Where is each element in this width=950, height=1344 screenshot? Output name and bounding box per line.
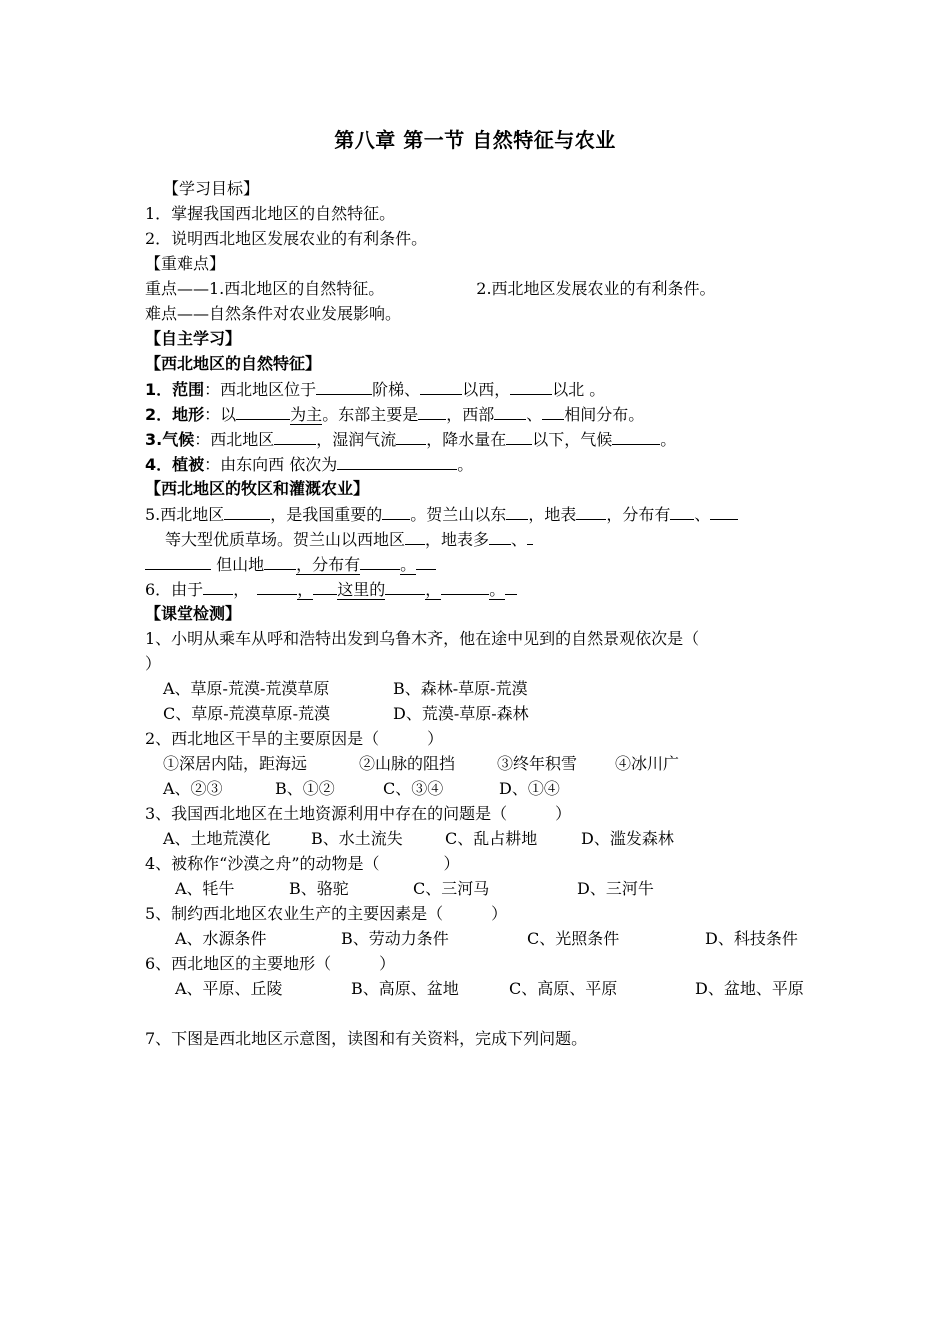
label-climate: 3.气候 [145, 430, 195, 449]
question-1-options-row2 [145, 701, 825, 726]
q5-option-b[interactable]: B、劳动力条件 [341, 929, 449, 948]
page-title: 第八章 第一节 自然特征与农业 [334, 128, 616, 152]
blank-5-8[interactable] [489, 526, 511, 545]
q5-option-c[interactable]: C、光照条件 [527, 929, 620, 948]
self-study-header: 【自主学习】 [145, 329, 242, 348]
blank-5-12[interactable] [360, 551, 400, 570]
blank-6-6[interactable] [505, 576, 517, 595]
blank-5-2[interactable] [382, 501, 410, 520]
terrain-underlined: 为主 [290, 405, 323, 424]
q4-option-b[interactable]: B、骆驼 [289, 879, 349, 898]
question-5: 5、制约西北地区农业生产的主要因素是（ ） [145, 904, 508, 923]
section-pasture-irrigation: 【西北地区的牧区和灌溉农业】 [145, 479, 370, 498]
q4-option-d[interactable]: D、三河牛 [577, 879, 654, 898]
q5-option-d[interactable]: D、科技条件 [705, 929, 798, 948]
question-6: 6、西北地区的主要地形（ ） [145, 954, 396, 973]
blank-5-4[interactable] [576, 501, 606, 520]
label-range: 范围 [172, 380, 205, 399]
fill-line-5a: 5.西北地区 ，是我国重要的 。贺兰山以东 ，地表 ，分布有 、 [145, 501, 825, 526]
q1-option-a[interactable]: A、草原-荒漠-荒漠草原 [163, 679, 330, 698]
question-2-options [145, 776, 825, 801]
blank-range-3[interactable] [510, 376, 552, 395]
objective-item-1: 1．掌握我国西北地区的自然特征。 [145, 204, 396, 223]
fill-line-6: 6．由于 ， ， 这里的 ， 。 [145, 576, 825, 601]
key-points-header: 【重难点】 [145, 254, 226, 273]
quiz-header: 【课堂检测】 [145, 604, 242, 623]
question-1-options-row1 [145, 676, 825, 701]
q6-option-b[interactable]: B、高原、盆地 [351, 979, 459, 998]
blank-climate-3[interactable] [506, 426, 532, 445]
blank-6-4[interactable] [385, 576, 425, 595]
q1-option-c[interactable]: C、草原-荒漠草原-荒漠 [163, 704, 331, 723]
blank-5-13[interactable] [416, 551, 436, 570]
blank-6-5[interactable] [441, 576, 489, 595]
key-point-difficulty: 难点——自然条件对农业发展影响。 [145, 304, 402, 323]
q3-option-d[interactable]: D、滥发森林 [581, 829, 674, 848]
q2-option-b[interactable]: B、①② [275, 779, 335, 798]
q3-option-c[interactable]: C、乱占耕地 [445, 829, 538, 848]
blank-6-3[interactable] [313, 576, 337, 595]
section-natural-features: 【西北地区的自然特征】 [145, 354, 322, 373]
focus-2: 2.西北地区发展农业的有利条件。 [476, 279, 716, 298]
q5-option-a[interactable]: A、水源条件 [175, 929, 267, 948]
blank-5-11[interactable] [264, 551, 296, 570]
focus-1: 重点——1.西北地区的自然特征。 [145, 279, 385, 298]
blank-5-9[interactable] [527, 526, 533, 545]
question-4-options [145, 876, 825, 901]
q3-option-a[interactable]: A、土地荒漠化 [163, 829, 271, 848]
q6-option-c[interactable]: C、高原、平原 [509, 979, 618, 998]
question-5-options [145, 926, 825, 951]
fill-line-5b: 等大型优质草场。贺兰山以西地区 ，地表多 、 [145, 526, 825, 551]
q1-option-d[interactable]: D、荒漠-草原-森林 [393, 704, 529, 723]
q2-option-c[interactable]: C、③④ [383, 779, 444, 798]
blank-5-10[interactable] [145, 551, 211, 570]
q4-option-a[interactable]: A、牦牛 [175, 879, 235, 898]
fill-line-terrain: 2．地形：以 为主。东部主要是 ，西部 、 相间分布。 [145, 401, 825, 426]
q2-option-d[interactable]: D、①④ [499, 779, 560, 798]
question-2: 2、西北地区干旱的主要原因是（ ） [145, 729, 444, 748]
blank-climate-2[interactable] [396, 426, 426, 445]
q1-option-b[interactable]: B、森林-草原-荒漠 [393, 679, 528, 698]
fill-line-climate: 3.气候：西北地区 ，湿润气流 ，降水量在 以下，气候 。 [145, 426, 825, 451]
q6-option-d[interactable]: D、盆地、平原 [695, 979, 804, 998]
question-6-options [145, 976, 825, 1001]
q2-option-a[interactable]: A、②③ [163, 779, 223, 798]
blank-vegetation[interactable] [337, 451, 457, 470]
question-4: 4、被称作“沙漠之舟”的动物是（ ） [145, 854, 460, 873]
q4-option-c[interactable]: C、三河马 [413, 879, 490, 898]
blank-6-2[interactable] [257, 576, 297, 595]
question-2-items: ①深居内陆，距海远 ②山脉的阻挡 ③终年积雪 ④冰川广 [163, 754, 680, 773]
blank-terrain-3[interactable] [494, 401, 526, 420]
blank-terrain-1[interactable] [236, 401, 290, 420]
question-1: 1、小明从乘车从呼和浩特出发到乌鲁木齐，他在途中见到的自然景观依次是（ [145, 629, 700, 648]
blank-5-1[interactable] [224, 501, 270, 520]
fill-line-range: 1．范围：西北地区位于 阶梯、 以西， 以北 。 [145, 376, 825, 401]
key-point-focus [145, 276, 825, 301]
blank-range-2[interactable] [420, 376, 462, 395]
blank-6-1[interactable] [203, 576, 233, 595]
blank-terrain-4[interactable] [542, 401, 564, 420]
fill-line-vegetation: 4．植被：由东向西 依次为 。 [145, 451, 825, 476]
blank-terrain-2[interactable] [418, 401, 446, 420]
question-1-end: ） [145, 654, 162, 673]
question-3: 3、我国西北地区在土地资源利用中存在的问题是（ ） [145, 804, 572, 823]
question-3-options [145, 826, 825, 851]
blank-5-3[interactable] [506, 501, 528, 520]
blank-5-7[interactable] [405, 526, 425, 545]
q3-option-b[interactable]: B、水土流失 [311, 829, 403, 848]
blank-climate-1[interactable] [274, 426, 316, 445]
objectives-header: 【学习目标】 [163, 179, 260, 198]
fill-line-5c: 但山地 ，分布有 。 [145, 551, 825, 576]
blank-climate-4[interactable] [612, 426, 660, 445]
label-vegetation: 植被 [172, 455, 205, 474]
worksheet-content [145, 176, 825, 1051]
label-terrain: 地形 [172, 405, 205, 424]
q6-option-a[interactable]: A、平原、丘陵 [175, 979, 283, 998]
blank-range-1[interactable] [316, 376, 372, 395]
blank-5-5[interactable] [670, 501, 694, 520]
objective-item-2: 2．说明西北地区发展农业的有利条件。 [145, 229, 428, 248]
blank-5-6[interactable] [710, 501, 738, 520]
question-7: 7、下图是西北地区示意图，读图和有关资料，完成下列问题。 [145, 1029, 588, 1048]
